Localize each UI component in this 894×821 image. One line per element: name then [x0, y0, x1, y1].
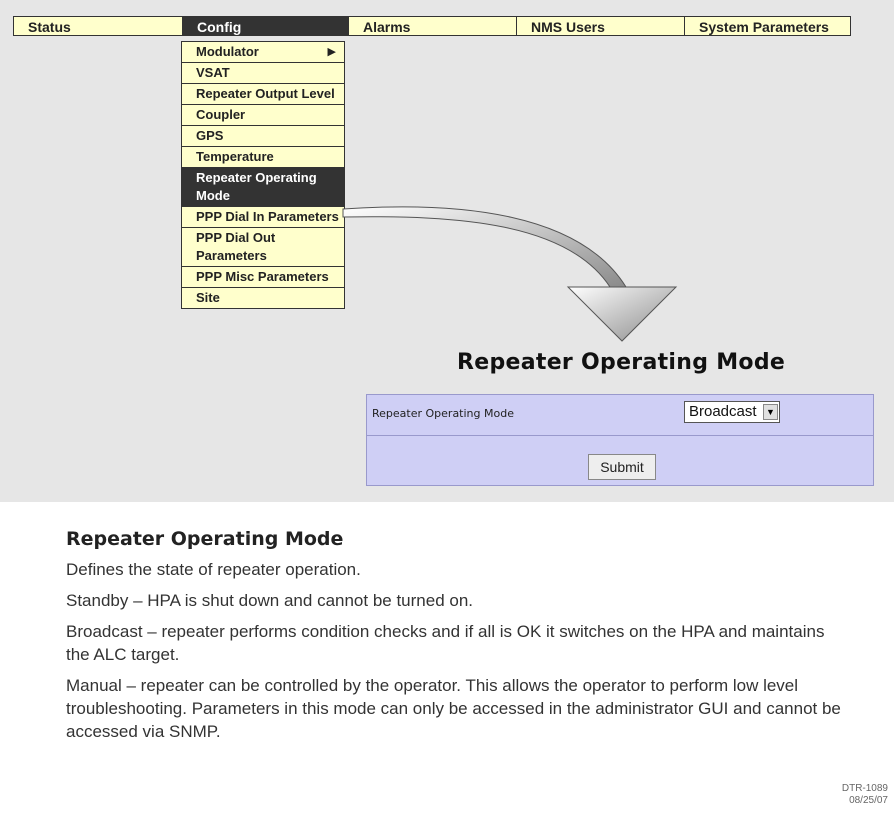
description-paragraph: Standby – HPA is shut down and cannot be turned on. — [66, 591, 474, 610]
description-section — [66, 528, 846, 751]
form-row — [367, 395, 873, 436]
menu-item-repeater-output-level[interactable]: Repeater Output Level — [182, 84, 344, 105]
select-value: Broadcast — [689, 403, 757, 420]
menu-item-gps[interactable]: GPS — [182, 126, 344, 147]
field-label: Repeater Operating Mode — [372, 407, 514, 420]
document-code — [842, 783, 888, 807]
menu-item-ppp-dial-in[interactable]: PPP Dial In Parameters — [182, 207, 344, 228]
right-arrow-icon: ▶ — [327, 46, 336, 58]
chevron-down-icon[interactable]: ▼ — [763, 404, 778, 420]
curved-arrow-graphic — [340, 195, 680, 345]
description-paragraph: Broadcast – repeater performs condition checks and if all is OK it switches on the HPA and maintains the ALC target. — [66, 622, 825, 664]
panel-title: Repeater Operating Mode — [457, 350, 786, 375]
menu-item-label: Modulator — [196, 44, 259, 59]
menu-item-ppp-dial-out[interactable]: PPP Dial Out Parameters — [182, 228, 344, 267]
tab-nms-users[interactable]: NMS Users — [516, 16, 686, 36]
description-paragraph: Defines the state of repeater operation. — [66, 560, 361, 579]
tab-alarms[interactable]: Alarms — [348, 16, 518, 36]
menu-item-temperature[interactable]: Temperature — [182, 147, 344, 168]
document-code-date: 08/25/07 — [849, 795, 888, 806]
menu-item-vsat[interactable]: VSAT — [182, 63, 344, 84]
operating-mode-select[interactable] — [684, 401, 780, 423]
description-title: Repeater Operating Mode — [66, 528, 344, 550]
menu-item-ppp-misc[interactable]: PPP Misc Parameters — [182, 267, 344, 288]
tab-status[interactable]: Status — [13, 16, 184, 36]
settings-form — [366, 394, 874, 486]
tab-system-parameters[interactable]: System Parameters — [684, 16, 851, 36]
description-paragraph: Manual – repeater can be controlled by the operator. This allows the operator to perform low level troubleshooting. Parameters in this mode can only be accessed in the administrator GUI and cannot be accessed via SNMP. — [66, 676, 841, 741]
submit-button[interactable]: Submit — [588, 454, 656, 480]
tab-config[interactable]: Config — [182, 16, 350, 36]
menu-item-site[interactable]: Site — [196, 290, 220, 305]
menu-item-repeater-operating-mode[interactable]: Repeater Operating Mode — [182, 168, 344, 207]
config-dropdown-menu — [181, 41, 345, 309]
menu-item-coupler[interactable]: Coupler — [182, 105, 344, 126]
menu-item-modulator[interactable] — [182, 42, 344, 63]
document-code-id: DTR-1089 — [841, 783, 888, 794]
